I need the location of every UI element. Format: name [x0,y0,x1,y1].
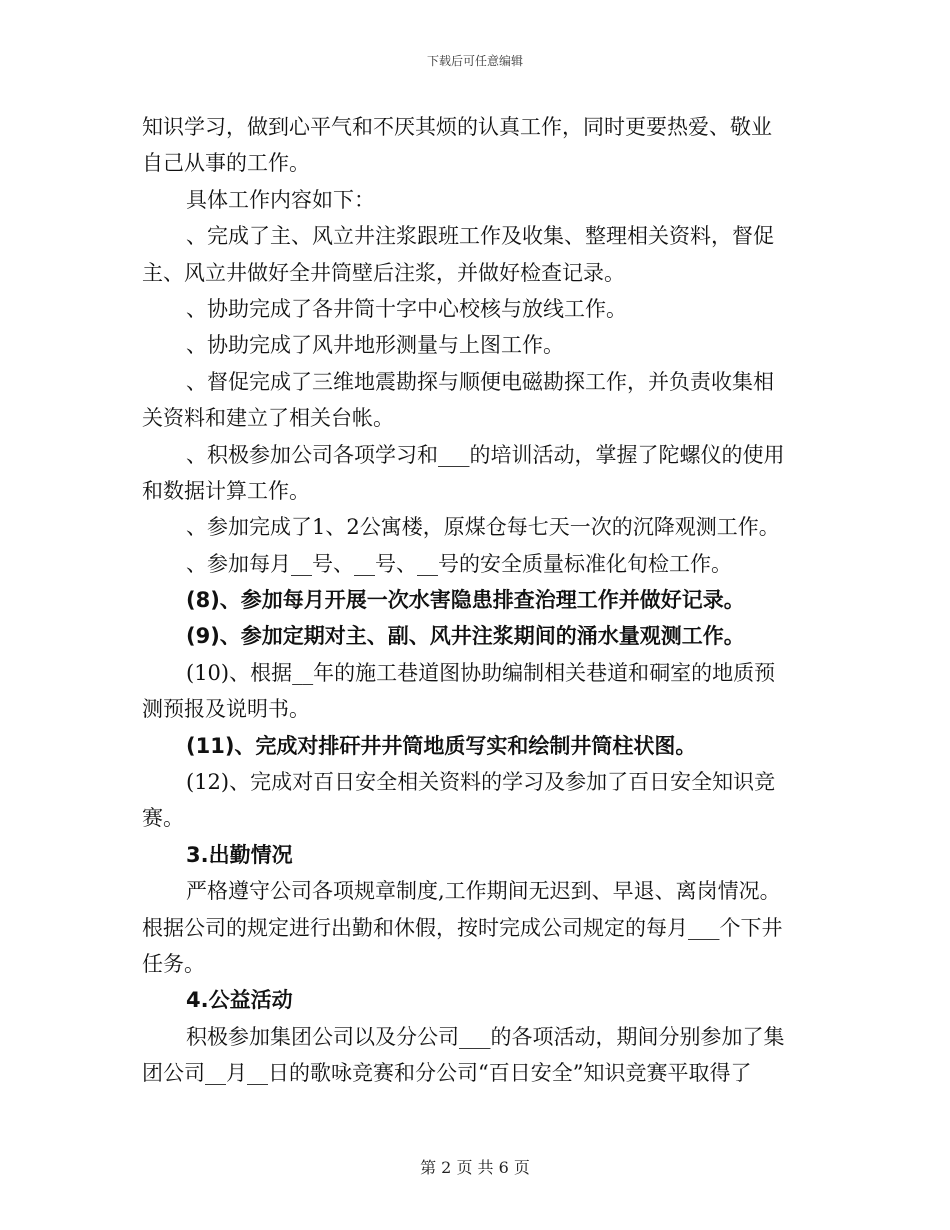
text-line: 和数据计算工作。 [142,478,310,503]
text-line: 具体工作内容如下： [186,187,375,212]
section-heading-line: (8)、参加每月开展一次水害隐患排查治理工作并做好记录。 [186,588,745,613]
text-line: 、督促完成了三维地震勘探与顺便电磁勘探工作，并负责收集相 [186,369,774,394]
text-line: 主、风立井做好全井筒壁后注浆，并做好检查记录。 [142,260,625,285]
text-line: 、参加完成了1、2公寓楼，原煤仓每七天一次的沉降观测工作。 [186,515,780,540]
page-header: 下载后可任意编辑 [426,54,523,68]
section-heading-line: 4.公益活动 [186,988,293,1013]
text-line: 关资料和建立了相关台帐。 [142,406,394,431]
page-footer: 第 2 页 共 6 页 [420,1158,530,1177]
text-line: 赛。 [142,806,184,831]
text-line: 、完成了主、风立井注浆跟班工作及收集、整理相关资料，督促 [186,224,774,249]
text-line: 、协助完成了各井筒十字中心校核与放线工作。 [186,296,627,321]
text-line: 、协助完成了风井地形测量与上图工作。 [186,333,564,358]
document-body [142,109,810,1092]
text-line: (10)、根据__年的施工巷道图协助编制相关巷道和硐室的地质预 [186,660,776,685]
text-line: 知识学习，做到心平气和不厌其烦的认真工作，同时更要热爱、敬业 [142,115,772,139]
text-line: 测预报及说明书。 [142,697,310,722]
text-line: 积极参加集团公司以及分公司___的各项活动，期间分别参加了集 [186,1024,785,1049]
text-line: 自己从事的工作。 [142,151,310,176]
text-line: 、积极参加公司各项学习和___的培训活动，掌握了陀螺仪的使用 [186,442,785,467]
text-line: 团公司__月__日的歌咏竞赛和分公司“百日安全”知识竞赛平取得了 [142,1061,752,1086]
text-line: 严格遵守公司各项规章制度,工作期间无迟到、早退、离岗情况。 [186,879,781,904]
section-heading-line: (11)、完成对排矸井井筒地质写实和绘制井筒柱状图。 [186,733,697,758]
text-line: 根据公司的规定进行出勤和休假，按时完成公司规定的每月___个下井 [142,915,783,940]
section-heading-line: 3.出勤情况 [186,842,293,867]
section-heading-line: (9)、参加定期对主、副、风井注浆期间的涌水量观测工作。 [186,624,745,649]
text-line: 、参加每月__号、__号、__号的安全质量标准化旬检工作。 [186,551,732,576]
text-line: (12)、完成对百日安全相关资料的学习及参加了百日安全知识竞 [186,770,776,795]
text-line: 任务。 [142,951,205,976]
